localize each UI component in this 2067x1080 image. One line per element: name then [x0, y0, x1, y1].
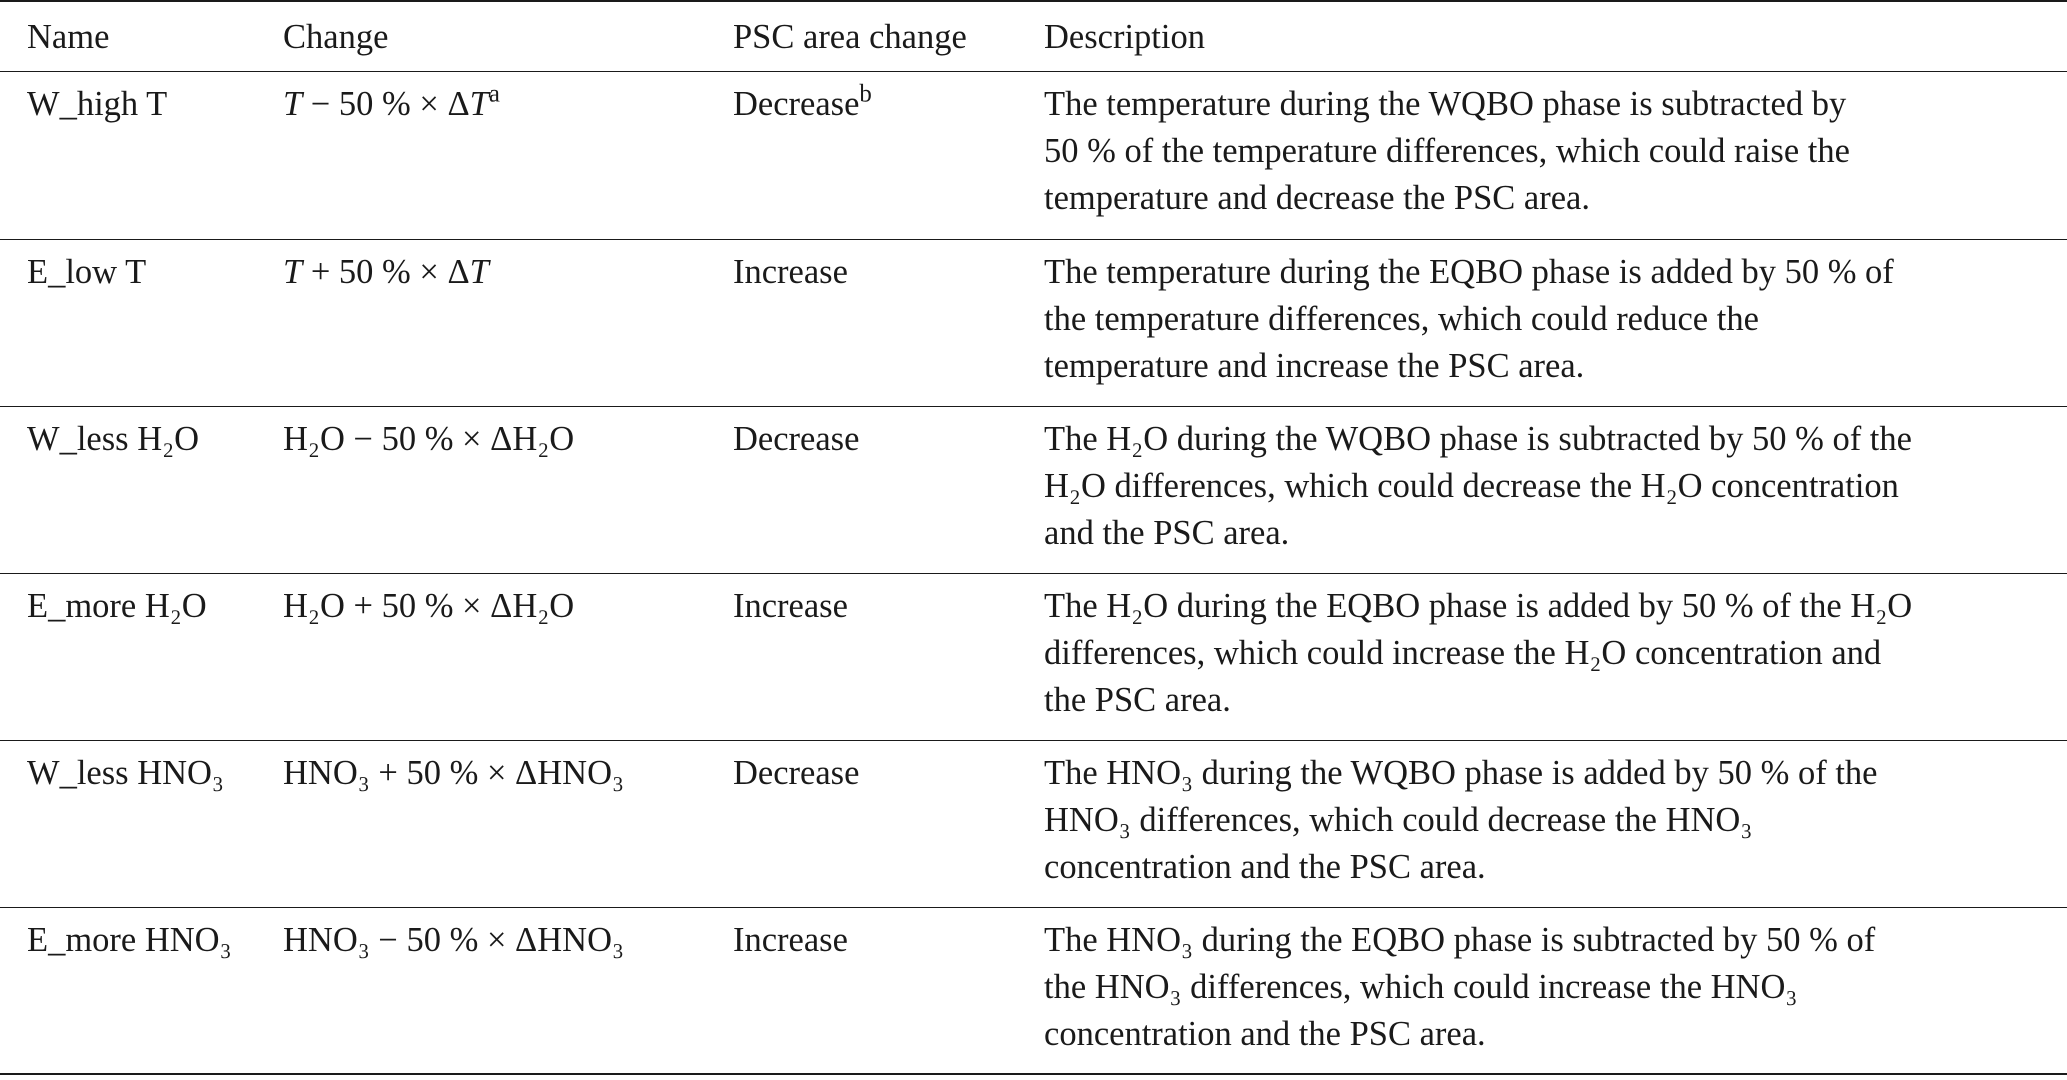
description-line: the temperature differences, which could reduce the: [1044, 299, 1759, 338]
cell-change: HNO₃ − 50 % × ΔHNO₃: [283, 920, 625, 959]
cell-description: [1044, 573, 2067, 740]
description-line: The H₂O during the EQBO phase is added by 50 % of the H₂O: [1044, 586, 1913, 625]
cell-change: H₂O + 50 % × ΔH₂O: [283, 586, 575, 625]
table-row: [0, 406, 2067, 573]
description-line: The temperature during the WQBO phase is subtracted by: [1044, 84, 1847, 123]
cell-psc: Decrease: [733, 753, 860, 792]
cell-psc: Increase: [733, 586, 848, 625]
description-line: the PSC area.: [1044, 680, 1231, 719]
change-var: T: [283, 252, 303, 291]
change-var: T: [469, 252, 489, 291]
description-line: concentration and the PSC area.: [1044, 1014, 1486, 1053]
cell-description: [1044, 406, 2067, 573]
description-line: differences, which could increase the H₂O concentration and: [1044, 633, 1882, 672]
description-line: The HNO₃ during the WQBO phase is added by 50 % of the: [1044, 753, 1878, 792]
description-line: the HNO₃ differences, which could increase the HNO₃: [1044, 967, 1798, 1006]
header-change: Change: [283, 1, 733, 71]
cell-psc: Decrease: [733, 419, 860, 458]
table-row: [0, 907, 2067, 1074]
header-row: [0, 1, 2067, 71]
cell-psc: [733, 71, 1044, 239]
cell-change: [283, 239, 733, 406]
description-line: temperature and increase the PSC area.: [1044, 346, 1585, 385]
cell-name: W_less H₂O: [27, 419, 200, 458]
change-op: − 50 % × Δ: [302, 84, 470, 123]
cell-change: HNO₃ + 50 % × ΔHNO₃: [283, 753, 625, 792]
header-name: Name: [0, 1, 283, 71]
cell-description: [1044, 907, 2067, 1074]
cell-change: [283, 71, 733, 239]
description-line: The temperature during the EQBO phase is added by 50 % of: [1044, 252, 1894, 291]
description-line: The H₂O during the WQBO phase is subtracted by 50 % of the: [1044, 419, 1912, 458]
cell-name: W_less HNO₃: [27, 753, 224, 792]
change-var: T: [283, 84, 303, 123]
description-line: H₂O differences, which could decrease the H₂O concentration: [1044, 466, 1899, 505]
table-row: [0, 573, 2067, 740]
footnote-mark: b: [859, 79, 872, 107]
cell-name: E_more HNO₃: [27, 920, 232, 959]
table-row: [0, 71, 2067, 239]
psc-value: Decrease: [733, 84, 860, 123]
cell-name: W_high T: [27, 84, 168, 123]
cell-description: [1044, 71, 2067, 239]
change-op: + 50 % × Δ: [302, 252, 470, 291]
description-line: 50 % of the temperature differences, which could raise the: [1044, 131, 1850, 170]
footnote-mark: a: [488, 79, 500, 107]
cell-psc: Increase: [733, 920, 848, 959]
header-psc-area-change: PSC area change: [733, 1, 1044, 71]
cell-description: [1044, 239, 2067, 406]
description-line: The HNO₃ during the EQBO phase is subtracted by 50 % of: [1044, 920, 1876, 959]
table-row: [0, 239, 2067, 406]
table-row: [0, 740, 2067, 907]
description-line: HNO₃ differences, which could decrease the HNO₃: [1044, 800, 1753, 839]
description-line: concentration and the PSC area.: [1044, 847, 1486, 886]
cell-psc: Increase: [733, 252, 848, 291]
description-line: and the PSC area.: [1044, 513, 1290, 552]
cell-name: E_low T: [27, 252, 147, 291]
cell-description: [1044, 740, 2067, 907]
description-line: temperature and decrease the PSC area.: [1044, 178, 1590, 217]
cell-change: H₂O − 50 % × ΔH₂O: [283, 419, 575, 458]
header-description: Description: [1044, 1, 2067, 71]
cell-name: E_more H₂O: [27, 586, 207, 625]
change-var: T: [469, 84, 489, 123]
